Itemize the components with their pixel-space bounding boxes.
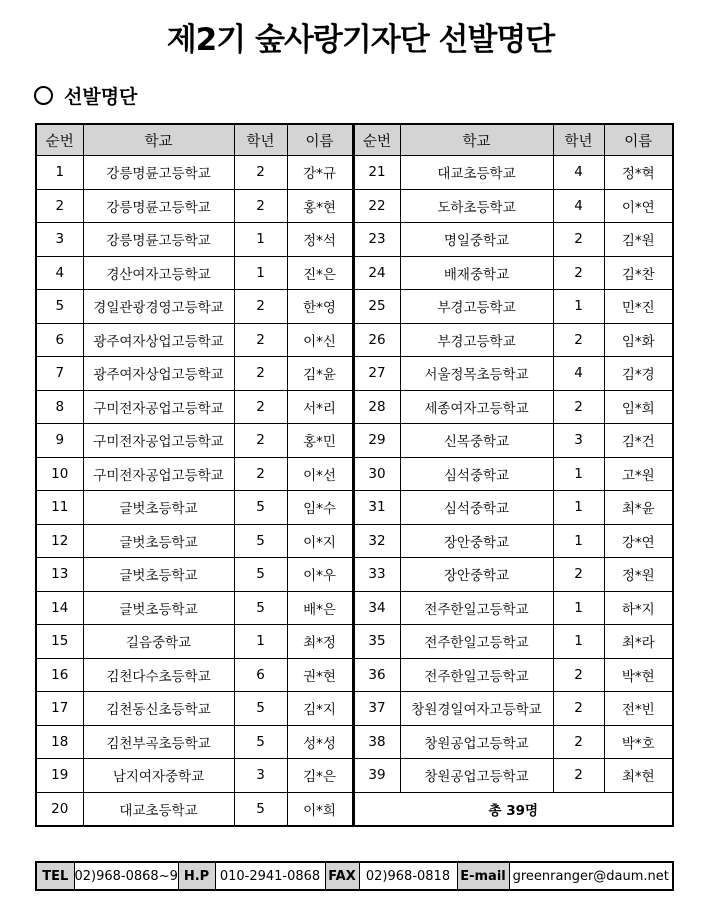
cell-grade: 2 — [553, 256, 604, 290]
table-row — [36, 558, 673, 592]
cell-school: 길음중학교 — [83, 625, 234, 659]
table-row — [36, 323, 673, 357]
cell-grade: 2 — [234, 357, 287, 391]
cell-name: 최*윤 — [604, 491, 673, 525]
total-count: 총 39명 — [353, 792, 673, 826]
cell-name: 이*선 — [287, 457, 353, 491]
table-header-row — [36, 124, 673, 156]
cell-name: 하*지 — [604, 591, 673, 625]
fax-label: FAX — [325, 862, 359, 890]
cell-number: 24 — [353, 256, 400, 290]
cell-number: 14 — [36, 591, 83, 625]
cell-number: 37 — [353, 692, 400, 726]
cell-grade: 1 — [553, 524, 604, 558]
cell-number: 13 — [36, 558, 83, 592]
cell-school: 세종여자고등학교 — [400, 390, 553, 424]
cell-number: 18 — [36, 725, 83, 759]
table-row — [36, 491, 673, 525]
cell-number: 2 — [36, 189, 83, 223]
fax-value: 02)968-0818 — [359, 862, 457, 890]
cell-name: 김*경 — [604, 357, 673, 391]
cell-grade: 2 — [553, 725, 604, 759]
cell-grade: 2 — [234, 424, 287, 458]
cell-grade: 2 — [234, 156, 287, 190]
hp-value: 010-2941-0868 — [215, 862, 325, 890]
cell-school: 심석중학교 — [400, 491, 553, 525]
cell-grade: 2 — [553, 323, 604, 357]
cell-school: 전주한일고등학교 — [400, 658, 553, 692]
section-heading — [34, 80, 137, 110]
table-row — [36, 625, 673, 659]
cell-number: 12 — [36, 524, 83, 558]
cell-name: 박*호 — [604, 725, 673, 759]
cell-name: 김*찬 — [604, 256, 673, 290]
cell-school: 도하초등학교 — [400, 189, 553, 223]
cell-name: 김*건 — [604, 424, 673, 458]
cell-grade: 1 — [234, 625, 287, 659]
cell-number: 22 — [353, 189, 400, 223]
circle-bullet-icon — [34, 86, 53, 105]
cell-number: 9 — [36, 424, 83, 458]
header-name: 이름 — [287, 124, 353, 156]
cell-school: 글벗초등학교 — [83, 491, 234, 525]
page-title: 제2기 숲사랑기자단 선발명단 — [166, 22, 555, 58]
cell-name: 최*현 — [604, 759, 673, 793]
cell-grade: 2 — [553, 558, 604, 592]
cell-grade: 2 — [553, 390, 604, 424]
cell-number: 32 — [353, 524, 400, 558]
cell-school: 강릉명륜고등학교 — [83, 223, 234, 257]
cell-number: 21 — [353, 156, 400, 190]
header-grade: 학년 — [553, 124, 604, 156]
cell-grade: 3 — [234, 759, 287, 793]
cell-name: 홍*민 — [287, 424, 353, 458]
cell-school: 광주여자상업고등학교 — [83, 357, 234, 391]
cell-name: 이*지 — [287, 524, 353, 558]
cell-name: 김*원 — [604, 223, 673, 257]
cell-school: 강릉명륜고등학교 — [83, 156, 234, 190]
table-row — [36, 256, 673, 290]
cell-number: 4 — [36, 256, 83, 290]
cell-grade: 6 — [234, 658, 287, 692]
cell-name: 서*리 — [287, 390, 353, 424]
cell-name: 성*성 — [287, 725, 353, 759]
cell-grade: 2 — [234, 290, 287, 324]
cell-school: 창원경일여자고등학교 — [400, 692, 553, 726]
cell-name: 임*화 — [604, 323, 673, 357]
cell-name: 이*희 — [287, 792, 353, 826]
cell-school: 경산여자고등학교 — [83, 256, 234, 290]
cell-school: 김천부곡초등학교 — [83, 725, 234, 759]
cell-grade: 5 — [234, 792, 287, 826]
cell-grade: 5 — [234, 491, 287, 525]
cell-number: 31 — [353, 491, 400, 525]
cell-name: 전*빈 — [604, 692, 673, 726]
cell-number: 30 — [353, 457, 400, 491]
cell-grade: 2 — [234, 457, 287, 491]
cell-school: 신목중학교 — [400, 424, 553, 458]
cell-name: 임*희 — [604, 390, 673, 424]
cell-number: 26 — [353, 323, 400, 357]
cell-grade: 2 — [234, 323, 287, 357]
cell-name: 권*현 — [287, 658, 353, 692]
cell-school: 부경고등학교 — [400, 290, 553, 324]
cell-school: 심석중학교 — [400, 457, 553, 491]
cell-school: 명일중학교 — [400, 223, 553, 257]
cell-number: 20 — [36, 792, 83, 826]
cell-name: 정*석 — [287, 223, 353, 257]
cell-number: 28 — [353, 390, 400, 424]
header-grade: 학년 — [234, 124, 287, 156]
cell-grade: 1 — [553, 457, 604, 491]
cell-grade: 2 — [553, 759, 604, 793]
cell-school: 글벗초등학교 — [83, 591, 234, 625]
cell-name: 한*영 — [287, 290, 353, 324]
email-label: E-mail — [457, 862, 509, 890]
cell-name: 임*수 — [287, 491, 353, 525]
cell-number: 25 — [353, 290, 400, 324]
cell-school: 구미전자공업고등학교 — [83, 390, 234, 424]
header-number: 순번 — [353, 124, 400, 156]
cell-school: 남지여자중학교 — [83, 759, 234, 793]
table-row — [36, 290, 673, 324]
cell-grade: 1 — [553, 625, 604, 659]
hp-label: H.P — [178, 862, 215, 890]
cell-school: 광주여자상업고등학교 — [83, 323, 234, 357]
cell-school: 장안중학교 — [400, 524, 553, 558]
cell-school: 글벗초등학교 — [83, 524, 234, 558]
cell-grade: 2 — [553, 692, 604, 726]
header-school: 학교 — [400, 124, 553, 156]
table-row — [36, 725, 673, 759]
cell-number: 36 — [353, 658, 400, 692]
cell-number: 8 — [36, 390, 83, 424]
cell-grade: 5 — [234, 725, 287, 759]
cell-number: 34 — [353, 591, 400, 625]
cell-school: 대교초등학교 — [83, 792, 234, 826]
cell-number: 19 — [36, 759, 83, 793]
cell-school: 창원공업고등학교 — [400, 759, 553, 793]
section-heading-label: 선발명단 — [64, 85, 138, 108]
table-row — [36, 759, 673, 793]
table-row — [36, 591, 673, 625]
cell-name: 홍*현 — [287, 189, 353, 223]
table-row — [36, 156, 673, 190]
cell-grade: 1 — [234, 256, 287, 290]
cell-name: 이*신 — [287, 323, 353, 357]
cell-number: 38 — [353, 725, 400, 759]
cell-school: 김천다수초등학교 — [83, 658, 234, 692]
cell-school: 경일관광경영고등학교 — [83, 290, 234, 324]
cell-school: 창원공업고등학교 — [400, 725, 553, 759]
cell-name: 강*규 — [287, 156, 353, 190]
cell-school: 강릉명륜고등학교 — [83, 189, 234, 223]
table-row — [36, 189, 673, 223]
cell-name: 정*혁 — [604, 156, 673, 190]
cell-grade: 2 — [234, 390, 287, 424]
cell-number: 15 — [36, 625, 83, 659]
cell-school: 서울정목초등학교 — [400, 357, 553, 391]
cell-name: 민*진 — [604, 290, 673, 324]
cell-number: 5 — [36, 290, 83, 324]
cell-grade: 1 — [553, 290, 604, 324]
header-number: 순번 — [36, 124, 83, 156]
cell-name: 박*현 — [604, 658, 673, 692]
cell-name: 고*원 — [604, 457, 673, 491]
table-row — [36, 524, 673, 558]
cell-name: 이*연 — [604, 189, 673, 223]
cell-number: 27 — [353, 357, 400, 391]
email-value[interactable]: greenranger@daum.net — [509, 862, 673, 890]
cell-school: 부경고등학교 — [400, 323, 553, 357]
cell-name: 김*은 — [287, 759, 353, 793]
cell-grade: 1 — [234, 223, 287, 257]
table-row — [36, 424, 673, 458]
cell-number: 11 — [36, 491, 83, 525]
cell-school: 글벗초등학교 — [83, 558, 234, 592]
cell-number: 33 — [353, 558, 400, 592]
cell-school: 전주한일고등학교 — [400, 625, 553, 659]
cell-grade: 4 — [553, 189, 604, 223]
table-row — [36, 658, 673, 692]
cell-name: 정*원 — [604, 558, 673, 592]
cell-number: 23 — [353, 223, 400, 257]
header-school: 학교 — [83, 124, 234, 156]
cell-school: 배재중학교 — [400, 256, 553, 290]
cell-school: 대교초등학교 — [400, 156, 553, 190]
cell-grade: 4 — [553, 357, 604, 391]
cell-grade: 4 — [553, 156, 604, 190]
cell-number: 17 — [36, 692, 83, 726]
cell-number: 16 — [36, 658, 83, 692]
cell-number: 29 — [353, 424, 400, 458]
cell-number: 7 — [36, 357, 83, 391]
table-row — [36, 357, 673, 391]
contact-bar — [35, 861, 674, 891]
cell-grade: 1 — [553, 591, 604, 625]
cell-school: 구미전자공업고등학교 — [83, 457, 234, 491]
tel-label: TEL — [36, 862, 74, 890]
cell-name: 강*연 — [604, 524, 673, 558]
cell-school: 구미전자공업고등학교 — [83, 424, 234, 458]
cell-number: 1 — [36, 156, 83, 190]
cell-grade: 1 — [553, 491, 604, 525]
cell-number: 3 — [36, 223, 83, 257]
table-row — [36, 223, 673, 257]
cell-number: 10 — [36, 457, 83, 491]
cell-name: 최*정 — [287, 625, 353, 659]
cell-name: 최*라 — [604, 625, 673, 659]
cell-name: 이*우 — [287, 558, 353, 592]
cell-grade: 5 — [234, 524, 287, 558]
cell-name: 진*은 — [287, 256, 353, 290]
tel-value: 02)968-0868~9 — [74, 862, 178, 890]
cell-school: 장안중학교 — [400, 558, 553, 592]
cell-grade: 5 — [234, 558, 287, 592]
cell-school: 전주한일고등학교 — [400, 591, 553, 625]
cell-grade: 2 — [234, 189, 287, 223]
cell-number: 6 — [36, 323, 83, 357]
header-name: 이름 — [604, 124, 673, 156]
cell-grade: 5 — [234, 591, 287, 625]
cell-name: 김*윤 — [287, 357, 353, 391]
table-row — [36, 792, 673, 826]
cell-grade: 2 — [553, 223, 604, 257]
table-row — [36, 457, 673, 491]
roster-table — [35, 123, 674, 827]
cell-name: 김*지 — [287, 692, 353, 726]
cell-number: 39 — [353, 759, 400, 793]
cell-grade: 3 — [553, 424, 604, 458]
cell-name: 배*은 — [287, 591, 353, 625]
cell-grade: 5 — [234, 692, 287, 726]
cell-school: 김천동신초등학교 — [83, 692, 234, 726]
table-row — [36, 390, 673, 424]
table-row — [36, 692, 673, 726]
cell-grade: 2 — [553, 658, 604, 692]
cell-number: 35 — [353, 625, 400, 659]
